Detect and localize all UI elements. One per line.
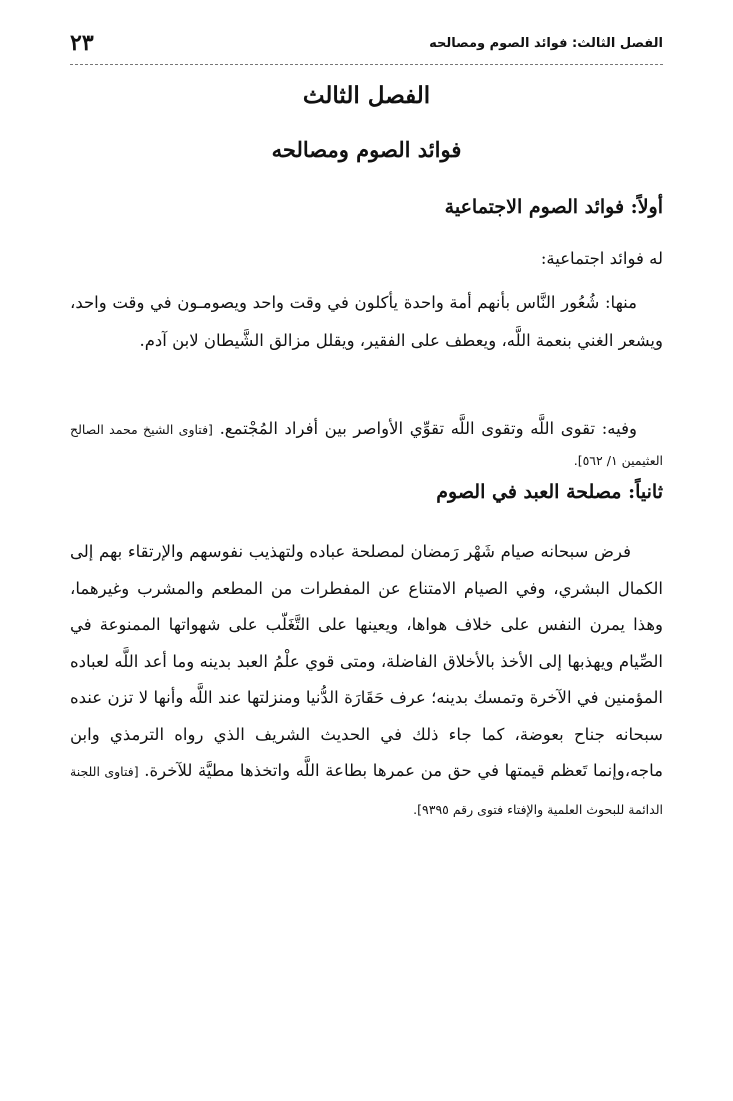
chapter-number-title: الفصل الثالث	[302, 82, 431, 109]
note-text: وفيه: تقوى اللَّه وتقوى اللَّه تقوِّي الأواصر بين أفراد المُجْتمع.	[219, 419, 637, 438]
paragraph-social-benefits	[70, 284, 663, 360]
paragraph-text: منها: شُعُور النَّاس بأنهم أمة واحدة يأكلون في وقت واحد ويصومـون في وقت واحد، ويشعر الغني بنعمة اللَّه، ويعطف على الفقير، ويقلل مزالق الشَّيطان لابن آدم.	[70, 293, 663, 350]
chapter-subject-title: فوائد الصوم ومصالحه	[271, 137, 462, 162]
section-heading-social-benefits: أولاً: فوائد الصوم الاجتماعية	[444, 196, 663, 218]
paragraph-text: فرض سبحانه صيام شَهْر رَمضان لمصلحة عباده ولتهذيب نفوسهم والإرتقاء بهم إلى الكمال البشري، وفي الصيام الامتناع عن المفطرات من المطعم والمشرب وغيرهما، وهذا يمرن النفس على خلاف هواها، ويعينها على التَّغَلّب على شهواتها الممنوعة في الصِّيام ويهذبها إلى الأخذ بالأخلاق الفاضلة، ومتى قوي علْمُ العبد بدينه وما أعد اللَّه لعباده المؤمنين في الآخرة وتمسك بدينه؛ عرف حَقَارَة الدُّنيا ومنزلتها عند اللَّه وأنها لا تزن عنده سبحانه جناح بعوضة، كما جاء ذلك في الحديث الشريف الذي رواه الترمذي وابن ماجه،وإنما تَعظم قيمتها في حق من عمرها بطاعة اللَّه واتخذها مطيَّة للآخرة.	[70, 542, 663, 780]
paragraph-servant-benefit	[70, 534, 663, 828]
page-header	[70, 30, 663, 60]
citation-reference: [فتاوى الشيخ محمد الصالح العثيمين ١/ ٥٦٢].	[70, 422, 663, 468]
page-number: ٢٣	[70, 30, 94, 56]
running-title: الفصل الثالث: فوائد الصوم ومصالحه	[429, 36, 663, 51]
section-intro: له فوائد اجتماعية:	[540, 249, 663, 268]
header-divider	[70, 64, 663, 65]
section-heading-servant-benefit: ثانياً: مصلحة العبد في الصوم	[436, 481, 663, 503]
paragraph-taqwa-note	[70, 414, 663, 476]
citation-reference: [فتاوى اللجنة الدائمة للبحوث العلمية والإفتاء فتوى رقم ٩٣٩٥].	[70, 764, 663, 817]
